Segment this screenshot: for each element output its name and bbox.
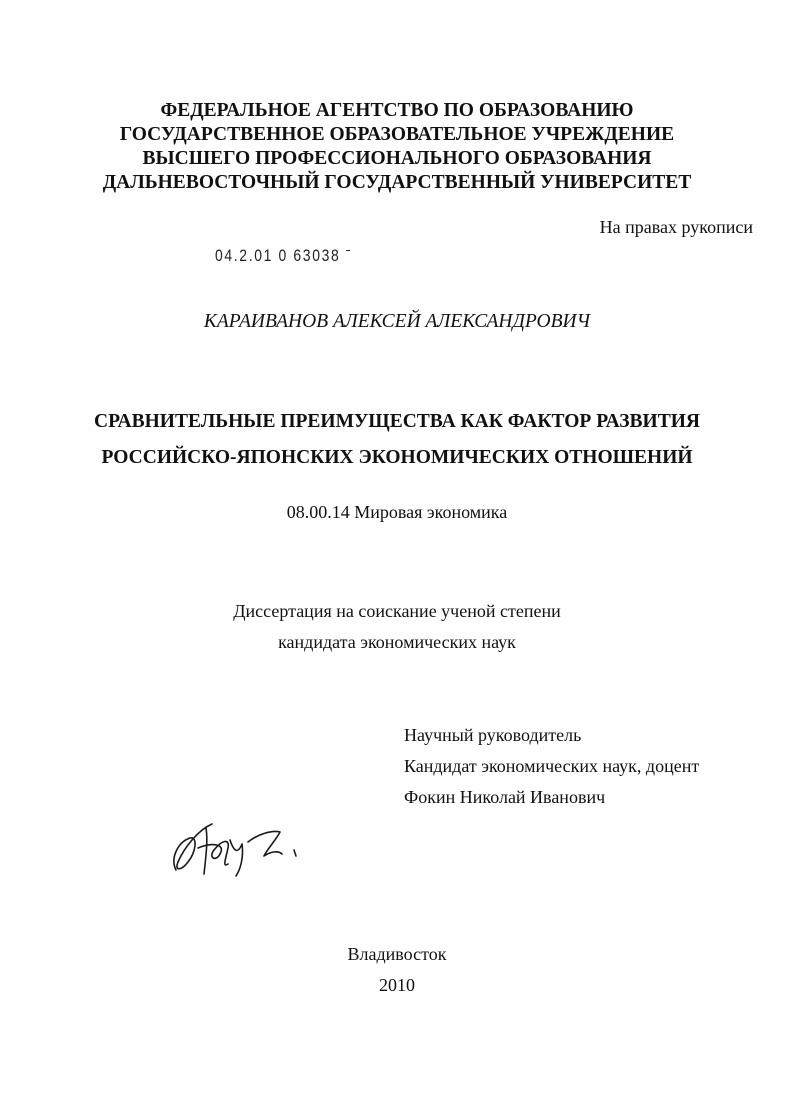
author-name: КАРАИВАНОВ АЛЕКСЕЙ АЛЕКСАНДРОВИЧ: [203, 311, 591, 332]
advisor-block: [404, 720, 699, 813]
rights-note: На правах рукописи: [599, 217, 753, 237]
institution-header: [0, 99, 794, 195]
dissertation-title: [0, 404, 794, 476]
advisor-line: Кандидат экономических наук, доцент: [404, 756, 700, 776]
place-and-year: [0, 939, 794, 1001]
advisor-line: Фокин Николай Иванович: [404, 787, 606, 807]
specialty: 08.00.14 Мировая экономика: [286, 502, 508, 522]
institution-line: ГОСУДАРСТВЕННОЕ ОБРАЗОВАТЕЛЬНОЕ УЧРЕЖДЕНИЕ: [119, 124, 675, 145]
degree-line: Диссертация на соискание ученой степени: [233, 601, 561, 621]
institution-line: ФЕДЕРАЛЬНОЕ АГЕНТСТВО ПО ОБРАЗОВАНИЮ: [160, 100, 634, 121]
registration-code: 04.2.01 0 63038 ˉ: [215, 246, 353, 265]
degree-statement: [0, 596, 794, 658]
institution-line: ВЫСШЕГО ПРОФЕССИОНАЛЬНОГО ОБРАЗОВАНИЯ: [142, 148, 652, 169]
title-line: РОССИЙСКО-ЯПОНСКИХ ЭКОНОМИЧЕСКИХ ОТНОШЕНИЙ: [101, 447, 693, 468]
city: Владивосток: [347, 944, 447, 964]
institution-line: ДАЛЬНЕВОСТОЧНЫЙ ГОСУДАРСТВЕННЫЙ УНИВЕРСИТЕТ: [102, 172, 692, 193]
year: 2010: [379, 975, 415, 995]
signature-icon: [168, 818, 318, 878]
advisor-line: Научный руководитель: [404, 725, 582, 745]
title-line: СРАВНИТЕЛЬНЫЕ ПРЕИМУЩЕСТВА КАК ФАКТОР РАЗВИТИЯ: [94, 411, 700, 432]
degree-line: кандидата экономических наук: [278, 632, 516, 652]
